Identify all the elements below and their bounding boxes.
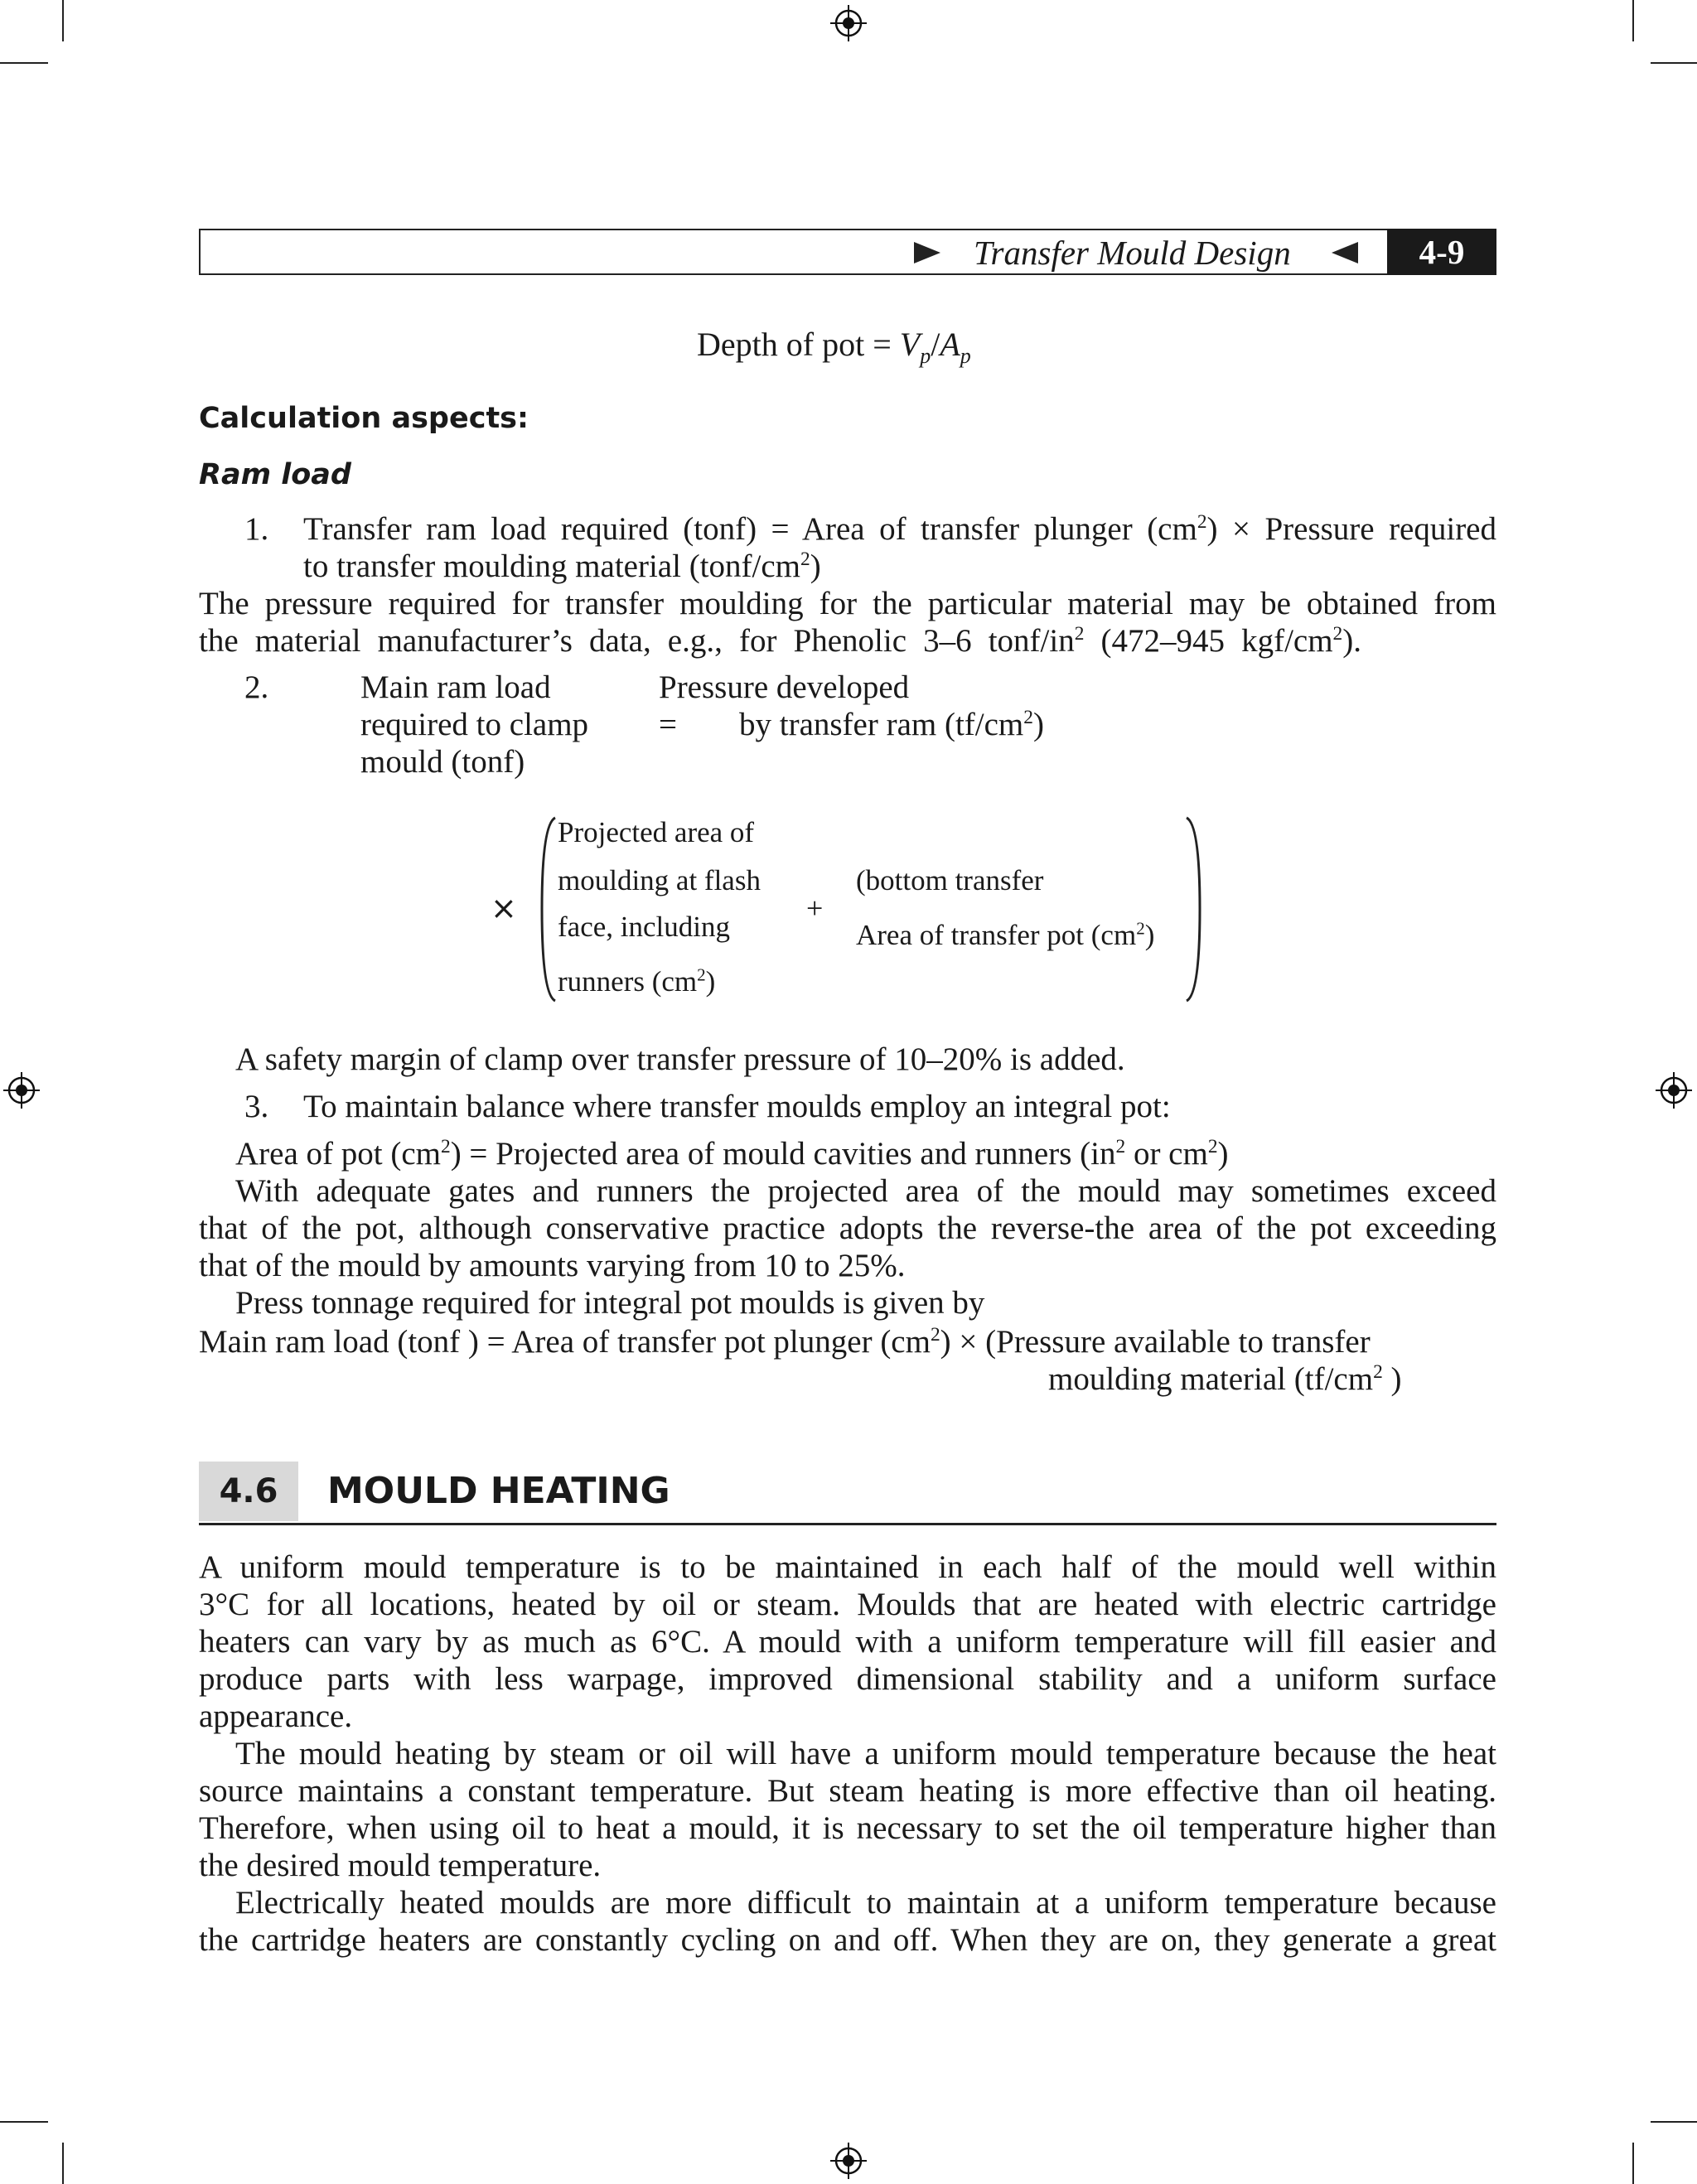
safety-margin: A safety margin of clamp over transfer pressure of 10–20% is added. — [235, 1041, 1125, 1077]
gates-line3: that of the mould by amounts varying from 10 to 25%. — [199, 1248, 906, 1283]
var-a: A — [940, 326, 960, 363]
crop-mark — [1651, 2121, 1697, 2123]
registration-mark-icon — [830, 2143, 867, 2179]
item2-number: 2. — [244, 669, 269, 705]
times-sign: × — [491, 890, 517, 926]
para3-line1: Electrically heated moulds are more difficult to maintain at a uniform temperature because — [235, 1885, 1496, 1921]
bracket-left2: moulding at flash — [558, 864, 761, 896]
item2-equals: = — [659, 707, 677, 742]
para2-line1: The mould heating by steam or oil will have a uniform mould temperature because the heat — [235, 1736, 1496, 1771]
crop-mark — [0, 62, 48, 64]
slash: / — [931, 326, 940, 363]
para2-line3: Therefore, when using oil to heat a mould, it is necessary to set the oil temperature higher than — [199, 1810, 1496, 1846]
running-header — [199, 229, 1496, 275]
depth-formula-prefix: Depth of pot = — [697, 326, 900, 363]
var-v: V — [899, 326, 921, 363]
crop-mark — [1632, 0, 1634, 41]
pressure-line1: The pressure required for transfer moulding for the particular material may be obtained from — [199, 586, 1496, 621]
left-paren — [539, 816, 558, 1003]
gates-line2: that of the pot, although conservative practice adopts the reverse-the area of the pot exceeding — [199, 1210, 1496, 1246]
plus-sign: + — [806, 891, 824, 925]
gates-line1: With adequate gates and runners the projected area of the mould may sometimes exceed — [235, 1173, 1496, 1209]
para1-line1: A uniform mould temperature is to be maintained in each half of the mould well within — [199, 1549, 1496, 1585]
crop-mark — [62, 0, 64, 41]
bracket-left4: runners $(cm^2)$ — [558, 964, 716, 998]
para3-line2: the cartridge heaters are constantly cycling on and off. When they are on, they generate a great — [199, 1922, 1496, 1958]
header-title: Transfer Mould Design — [974, 234, 1291, 272]
left-triangle-icon — [1332, 242, 1358, 263]
crop-mark — [62, 2143, 64, 2184]
press-tonnage: Press tonnage required for integral pot moulds is given by — [235, 1285, 985, 1321]
registration-mark-icon — [830, 5, 867, 41]
crop-mark — [1651, 62, 1697, 64]
right-triangle-icon — [914, 242, 940, 263]
item2-right1: Pressure developed — [659, 669, 910, 705]
area-formula: Area of pot $(cm^2)$ = Projected area of mould cavities and runners ($in^2$ or $cm^2$) — [235, 1136, 1229, 1172]
bracket-right2: Area of transfer pot $(cm^2)$ — [856, 918, 1155, 951]
page-number: 4-9 — [1387, 229, 1496, 275]
item1-line2: to transfer moulding material $(tonf/cm^2)$ — [303, 548, 821, 584]
calculation-heading: Calculation aspects: — [199, 402, 529, 435]
depth-formula — [697, 326, 971, 368]
section-number: 4.6 — [199, 1462, 298, 1521]
item2-left3: mould (tonf) — [360, 744, 525, 780]
bracket-left1: Projected area of — [558, 816, 755, 848]
section-title: MOULD HEATING — [327, 1470, 670, 1512]
item3-number: 3. — [244, 1089, 269, 1124]
main-ram-formula-line1: Main ram load (tonf ) = Area of transfer pot plunger $(cm^2)$ × (Pressure available to transfer — [199, 1324, 1371, 1360]
item1-line1: Transfer ram load required (tonf) = Area of transfer plunger $(cm^2)$ × Pressure required — [303, 511, 1496, 547]
registration-mark-icon — [3, 1072, 40, 1109]
item1-number: 1. — [244, 511, 269, 547]
right-paren — [1183, 816, 1203, 1003]
section-rule — [199, 1523, 1496, 1525]
main-ram-formula-line2: moulding material ($tf/cm^2$ ) — [1048, 1361, 1402, 1397]
para2-line4: the desired mould temperature. — [199, 1848, 602, 1883]
pressure-line2: the material manufacturer’s data, e.g., for Phenolic 3–6 tonf/$in^2$ (472–945 kgf/$cm^2$). — [199, 623, 1361, 659]
para1-line3: heaters can vary by as much as 6°C. A mould with a uniform temperature will fill easier and — [199, 1624, 1496, 1660]
item2-left2: required to clamp — [360, 707, 589, 742]
crop-mark — [0, 2121, 48, 2123]
para2-line2: source maintains a constant temperature. But steam heating is more effective than oil heating. — [199, 1773, 1496, 1809]
crop-mark — [1632, 2143, 1634, 2184]
registration-mark-icon — [1656, 1072, 1692, 1109]
ram-load-heading: Ram load — [199, 458, 351, 491]
item2-left1: Main ram load — [360, 669, 551, 705]
para1-line2: 3°C for all locations, heated by oil or steam. Moulds that are heated with electric cartridge — [199, 1587, 1496, 1622]
sub-p: p — [960, 344, 971, 368]
para1-line4: produce parts with less warpage, improved dimensional stability and a uniform surface — [199, 1661, 1496, 1697]
item3-text: To maintain balance where transfer moulds employ an integral pot: — [303, 1089, 1171, 1124]
para1-line5: appearance. — [199, 1698, 353, 1734]
sub-p: p — [920, 344, 931, 368]
item2-right2: by transfer ram $(tf/cm^2)$ — [739, 707, 1044, 742]
bracket-right1: (bottom transfer — [856, 864, 1044, 896]
bracket-left3: face, including — [558, 911, 730, 943]
